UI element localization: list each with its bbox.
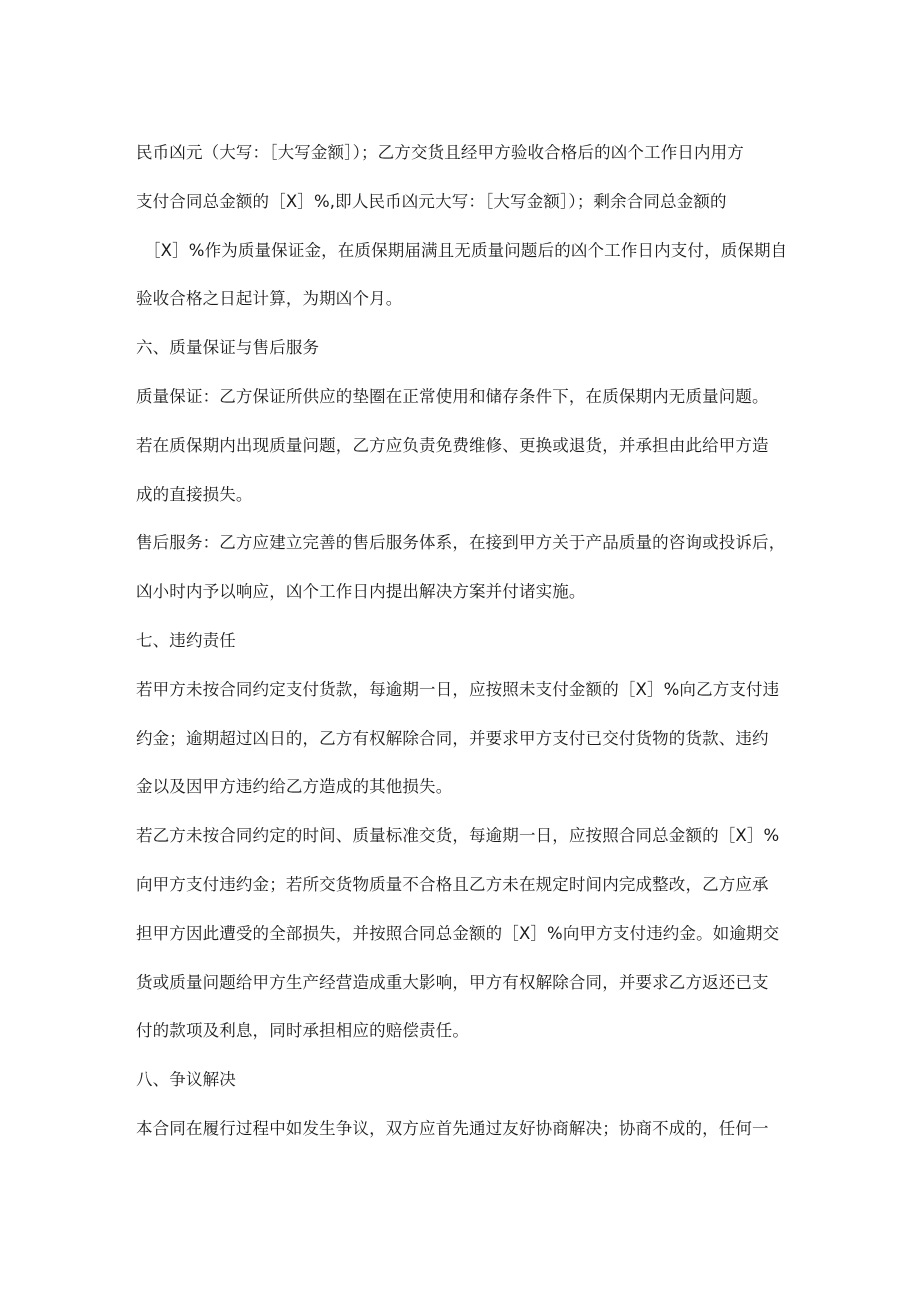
- section-heading-liability: 七、违约责任: [136, 630, 236, 650]
- text-line: 民币凶元（大写：［大写金额］）；乙方交货且经甲方验收合格后的凶个工作日内用方: [136, 143, 744, 162]
- text-line: 货或质量问题给甲方生产经营造成重大影响，甲方有权解除合同，并要求乙方返还已支: [136, 972, 769, 992]
- text-line: 约金；逾期超过凶日的，乙方有权解除合同，并要求甲方支付已交付货物的货款、违约: [136, 728, 769, 748]
- text-line: 成的直接损失。: [136, 484, 253, 504]
- text-line: 售后服务：乙方应建立完善的售后服务体系，在接到甲方关于产品质量的咨询或投诉后，: [136, 533, 786, 553]
- text-line: 若甲方未按合同约定支付货款，每逾期一日，应按照未支付金额的［X］%向乙方支付违: [136, 679, 780, 699]
- text-line: 担甲方因此遭受的全部损失，并按照合同总金额的［X］%向甲方支付违约金。如逾期交: [136, 923, 780, 943]
- text-line: 金以及因甲方违约给乙方造成的其他损失。: [136, 777, 453, 797]
- text-line: 质量保证：乙方保证所供应的垫圈在正常使用和储存条件下，在质保期内无质量问题。: [136, 386, 769, 406]
- text-line: 验收合格之日起计算，为期凶个月。: [136, 289, 403, 309]
- contract-text-body: [136, 137, 796, 1162]
- text-line: 付的款项及利息，同时承担相应的赔偿责任。: [136, 1021, 469, 1041]
- text-line: 向甲方支付违约金；若所交货物质量不合格且乙方未在规定时间内完成整改，乙方应承: [136, 874, 769, 894]
- text-line: 若在质保期内出现质量问题，乙方应负责免费维修、更换或退货，并承担由此给甲方造: [136, 435, 769, 455]
- text-line: 若乙方未按合同约定的时间、质量标准交货，每逾期一日，应按照合同总金额的［X］%: [136, 826, 780, 846]
- text-line: 支付合同总金额的［X］%,即人民币凶元大写：［大写金额］）；剩余合同总金额的: [136, 191, 727, 211]
- text-line: 本合同在履行过程中如发生争议，双方应首先通过友好协商解决；协商不成的，任何一: [136, 1118, 769, 1138]
- text-line: 凶小时内予以响应，凶个工作日内提出解决方案并付诸实施。: [136, 582, 586, 602]
- section-heading-dispute-resolution: 八、争议解决: [136, 1070, 236, 1090]
- text-line: ［X］%作为质量保证金，在质保期届满且无质量问题后的凶个工作日内支付，质保期自: [144, 240, 788, 260]
- section-heading-quality-and-service: 六、质量保证与售后服务: [136, 338, 320, 358]
